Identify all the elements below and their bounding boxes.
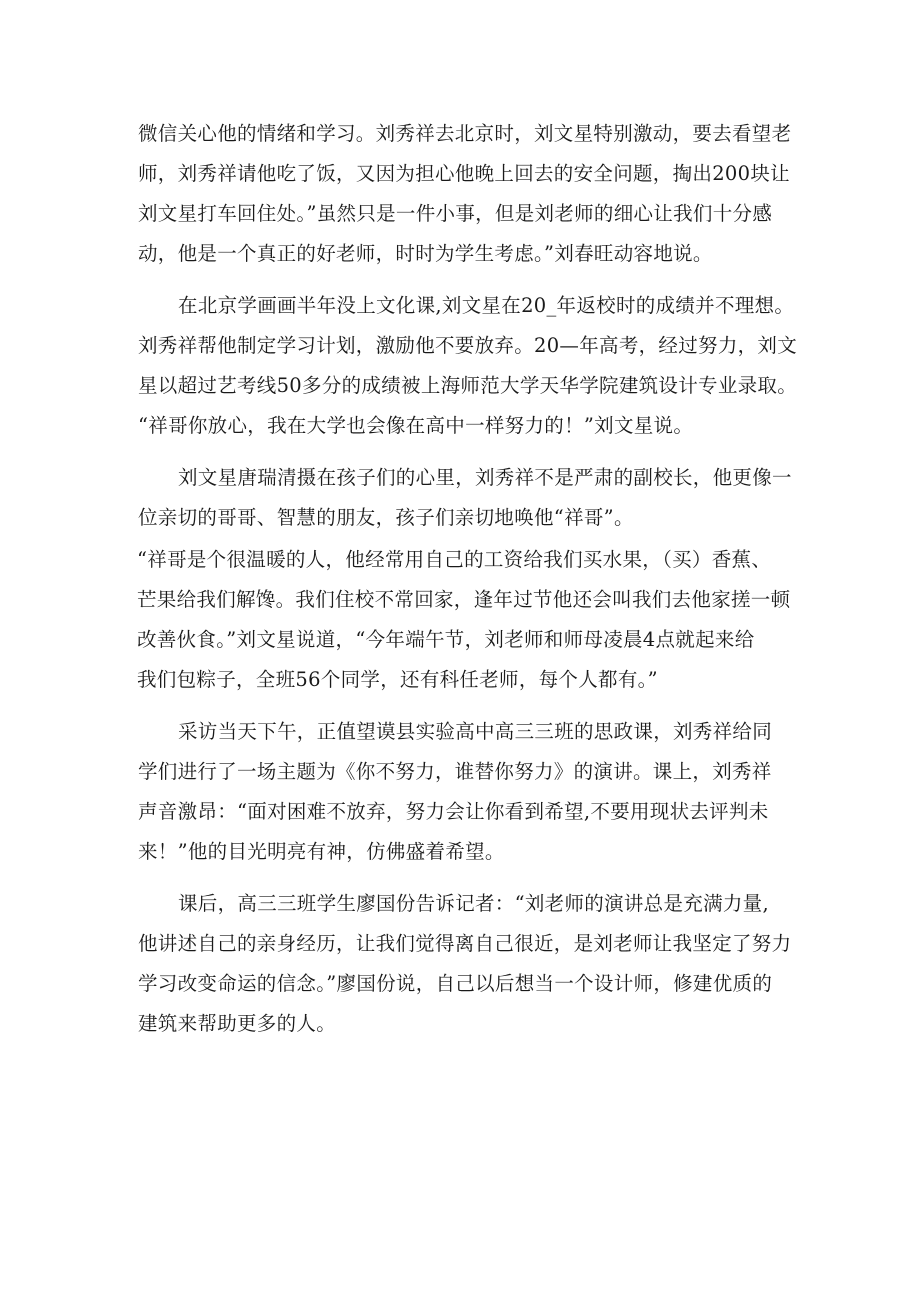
text-line: “祥哥你放心，我在大学也会像在高中一样努力的！”刘文星说。 [138,414,694,437]
text-line: 学们进行了一场主题为《你不努力，谁替你努力》的演讲。课上，刘秀祥 [138,760,772,783]
text-line: 动，他是一个真正的好老师，时时为学生考虑。”刘春旺动容地说。 [138,242,713,265]
paragraph-4 [137,540,798,700]
document-body [138,114,798,1056]
text-line: 声音激昂：“面对困难不放弃，努力会让你看到希望,不要用现状去评判未 [138,800,769,823]
text-line: 芒果给我们解馋。我们住校不常回家，逢年过节他还会叫我们去他家搓一顿 [137,588,791,611]
text-line: 星以超过艺考线50多分的成绩被上海师范大学天华学院建筑设计专业录取。 [138,374,798,397]
text-line: 我们包粽子，全班56个同学，还有科任老师，每个人都有。” [137,668,658,691]
text-line: “祥哥是个很温暖的人，他经常用自己的工资给我们买水果，（买）香蕉、 [137,548,772,571]
text-line: 位亲切的哥哥、智慧的朋友，孩子们亲切地唤他“祥哥”。 [138,506,634,529]
text-line: 在北京学画画半年没上文化课,刘文星在20_年返校时的成绩并不理想。 [178,294,795,317]
text-line: 微信关心他的情绪和学习。刘秀祥去北京时，刘文星特别激动，要去看望老 [138,122,792,145]
paragraph-1 [138,114,798,274]
text-line: 采访当天下午，正值望谟县实验高中高三三班的思政课，刘秀祥给同 [178,720,773,743]
text-line: 刘文星打车回住处。”虽然只是一件小事，但是刘老师的细心让我们十分感 [138,202,773,225]
text-line: 学习改变命运的信念。”廖国份说，自己以后想当一个设计师，修建优质的 [138,972,773,995]
text-line: 来！”他的目光明亮有神，仿佛盛着希望。 [138,840,505,863]
paragraph-6 [138,884,798,1044]
text-line: 建筑来帮助更多的人。 [138,1012,337,1035]
text-line: 课后，高三三班学生廖国份告诉记者：“刘老师的演讲总是充满力量, [178,892,769,915]
text-line: 改善伙食。”刘文星说道，“今年端午节，刘老师和师母凌晨4点就起来给 [137,628,755,651]
paragraph-3 [138,458,798,538]
text-line: 师，刘秀祥请他吃了饭，又因为担心他晚上回去的安全问题，掏出200块让 [138,162,790,185]
text-line: 刘秀祥帮他制定学习计划，激励他不要放弃。20—年高考，经过努力，刘文 [138,334,798,357]
text-line: 他讲述自己的亲身经历，让我们觉得离自己很近，是刘老师让我坚定了努力 [138,932,792,955]
text-line: 刘文星唐瑞清摄在孩子们的心里，刘秀祥不是严肃的副校长，他更像一 [178,466,792,489]
paragraph-2 [138,286,798,446]
paragraph-5 [138,712,798,872]
